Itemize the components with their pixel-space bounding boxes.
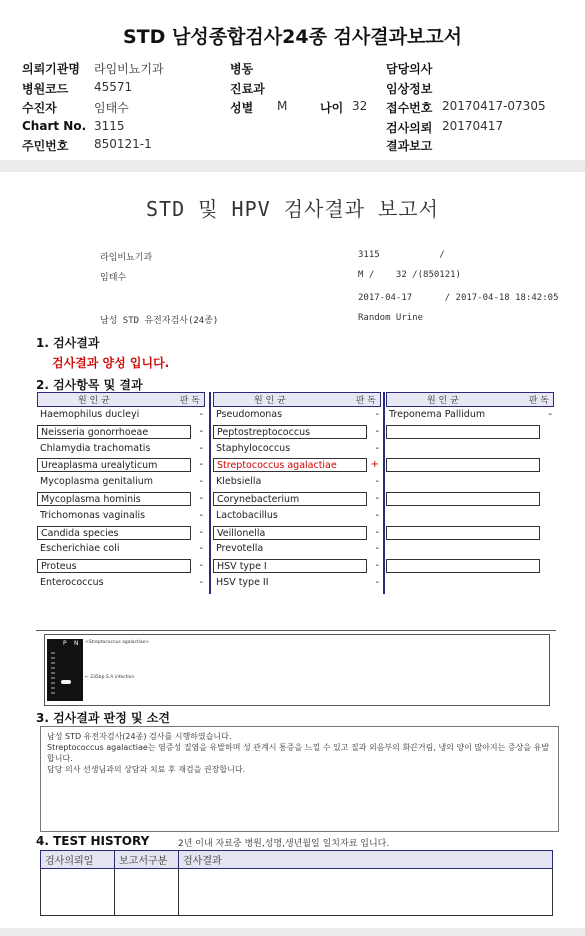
pathogen-row [37, 457, 205, 474]
pathogen-row [37, 575, 205, 592]
chart-line: 3115 / [358, 250, 445, 260]
ladder-lane [51, 649, 55, 697]
sex-label: 성별 [230, 101, 254, 115]
lane-n-label: N [74, 640, 79, 647]
hosp-code-label: 병원코드 [22, 82, 69, 96]
section1-title: 1. 검사결과 [36, 336, 100, 350]
pathogen-row [386, 407, 554, 424]
history-table [40, 850, 553, 916]
pathogen-result: - [199, 409, 203, 420]
history-cell [115, 869, 179, 916]
column-header [386, 392, 554, 407]
section3-title: 3. 검사결과 판정 및 소견 [36, 711, 170, 725]
opinion-line-2: Streptococcus agalactiae는 염증성 질염을 유발하며 성 관계시 통증을 느낄 수 있고 질과 외음부의 화끈거림, 냉의 양이 많아지는 증상을 유발합니다. [47, 743, 550, 763]
chart-label: Chart No. [22, 119, 87, 133]
patient-label: 수진자 [22, 101, 57, 115]
pathogen-name: Streptococcus agalactiae [213, 458, 367, 472]
report-header [0, 0, 585, 160]
pathogen-name: Mycoplasma hominis [37, 492, 191, 506]
section2-title: 2. 검사항목 및 결과 [36, 378, 143, 392]
gel-caption: <Streptococcus agalactiae> [85, 640, 150, 645]
pathogen-name [386, 425, 540, 439]
pathogen-result: - [199, 492, 203, 504]
request-value: 20170417 [442, 119, 504, 133]
clinic-name: 라임비뇨기과 [100, 253, 153, 263]
org-value: 라임비뇨기과 [94, 62, 164, 76]
history-row [41, 869, 553, 916]
sex-value: M [277, 99, 288, 113]
specimen: Random Urine [358, 313, 424, 323]
pathogen-name [386, 492, 540, 506]
history-header-result: 검사결과 [179, 851, 553, 869]
pathogen-name: Haemophilus ducleyi [40, 409, 140, 420]
pathogen-column-2 [213, 392, 381, 592]
pathogen-row [37, 541, 205, 558]
pathogen-row [386, 558, 554, 575]
ward-label: 병동 [230, 62, 254, 76]
history-header-type: 보고서구분 [115, 851, 179, 869]
lane-p-label: P [63, 640, 67, 647]
pathogen-row [386, 491, 554, 508]
section-separator [0, 160, 585, 172]
pathogen-list-1 [37, 407, 205, 592]
pathogen-row [386, 508, 554, 525]
pathogen-result: - [375, 409, 379, 420]
pathogen-result: - [199, 509, 203, 521]
pathogen-result: - [375, 492, 379, 504]
sex-age-line: M / 32 /(850121) [358, 270, 461, 280]
pathogen-name: Neisseria gonorrhoeae [37, 425, 191, 439]
pathogen-result: - [548, 409, 552, 420]
chart-value: 3115 [94, 119, 125, 133]
pathogen-name: Klebsiella [216, 476, 262, 488]
pathogen-result: - [375, 576, 379, 588]
pathogen-result: - [199, 459, 203, 471]
receipt-label: 접수번호 [386, 101, 433, 115]
divider-line [36, 630, 556, 631]
column-header-result: 판 독 [528, 396, 549, 406]
pathogen-row [213, 474, 381, 491]
history-header-date: 검사의뢰일 [41, 851, 115, 869]
history-cell [179, 869, 553, 916]
pathogen-result: - [199, 560, 203, 572]
pathogen-list-2 [213, 407, 381, 592]
pathogen-column-1 [37, 392, 205, 592]
footer-strip [0, 928, 585, 936]
pathogen-name: Treponema Pallidum [389, 409, 486, 420]
pathogen-list-3 [386, 407, 554, 575]
pathogen-result: + [370, 459, 379, 471]
pathogen-result: - [199, 442, 203, 454]
history-header-row [41, 851, 553, 869]
report-label: 결과보고 [386, 139, 433, 153]
pathogen-result: - [375, 526, 379, 538]
pathogen-name [386, 458, 540, 472]
column-divider [209, 392, 211, 594]
hosp-code-value: 45571 [94, 80, 133, 94]
report-title: STD 및 HPV 검사결과 보고서 [146, 197, 439, 221]
patient-name: 임태수 [100, 273, 127, 283]
pathogen-result: - [375, 442, 379, 454]
pathogen-row [386, 525, 554, 542]
column-header-result: 판 독 [355, 396, 376, 406]
pathogen-row [37, 424, 205, 441]
pathogen-row [37, 474, 205, 491]
dept-label: 진료과 [230, 82, 265, 96]
pathogen-row [37, 491, 205, 508]
pathogen-result: - [375, 476, 379, 488]
gel-band-label: ← 235bp S.A infection [85, 675, 135, 680]
pathogen-result: - [375, 543, 379, 555]
id-value: 850121-1 [94, 137, 152, 151]
overall-result: 검사결과 양성 입니다. [52, 356, 170, 370]
section4-title: 4. TEST HISTORY [36, 834, 150, 848]
pathogen-row [386, 457, 554, 474]
pathogen-name: Candida species [37, 526, 191, 540]
pathogen-result: - [199, 476, 203, 488]
pathogen-result: - [199, 543, 203, 555]
pathogen-result: - [375, 509, 379, 521]
pathogen-name: HSV type II [216, 576, 269, 588]
pathogen-name [386, 442, 540, 456]
column-header-result: 판 독 [179, 396, 200, 406]
dates-line: 2017-04-17 / 2017-04-18 18:42:05 [358, 293, 559, 303]
doctor-label: 담당의사 [386, 62, 433, 76]
pathogen-row [37, 525, 205, 542]
pathogen-row [213, 541, 381, 558]
pathogen-name: Trichomonas vaginalis [40, 509, 146, 521]
pathogen-name: Lactobacillus [216, 509, 278, 521]
patient-value: 임태수 [94, 101, 129, 115]
pathogen-row [37, 558, 205, 575]
clinical-label: 임상정보 [386, 82, 433, 96]
pathogen-name: Peptostreptococcus [213, 425, 367, 439]
pathogen-name [386, 526, 540, 540]
age-label: 나이 [320, 101, 344, 115]
opinion-line-1: 남성 STD 유전자검사(24종) 검사를 시행하였습니다. [47, 732, 232, 741]
pathogen-row [213, 525, 381, 542]
pathogen-name: Prevotella [216, 543, 264, 555]
gel-image [47, 639, 83, 701]
history-cell [41, 869, 115, 916]
column-header-pathogen: 원 인 균 [427, 396, 459, 406]
opinion-box [40, 726, 559, 832]
pathogen-result: - [375, 560, 379, 572]
pathogen-name: Pseudomonas [216, 409, 283, 420]
receipt-value: 20170417-07305 [442, 99, 546, 113]
column-header-pathogen: 원 인 균 [254, 396, 286, 406]
pathogen-row [213, 407, 381, 424]
request-label: 검사의뢰 [386, 121, 433, 135]
pathogen-name: Veillonella [213, 526, 367, 540]
pathogen-name [386, 475, 540, 489]
pathogen-row [386, 541, 554, 558]
pathogen-name: Mycoplasma genitalium [40, 476, 154, 488]
pathogen-name: Escherichiae coli [40, 543, 120, 555]
pathogen-name: Enterococcus [40, 576, 104, 588]
pathogen-row [386, 424, 554, 441]
column-header [37, 392, 205, 407]
pathogen-column-3 [386, 392, 554, 575]
pathogen-row [386, 474, 554, 491]
pathogen-result: - [199, 425, 203, 437]
pathogen-row [213, 457, 381, 474]
age-value: 32 [352, 99, 368, 113]
pathogen-row [213, 491, 381, 508]
pathogen-name: HSV type I [213, 559, 367, 573]
pathogen-row [213, 441, 381, 458]
pathogen-result: - [375, 425, 379, 437]
gel-electrophoresis-panel [44, 634, 550, 706]
opinion-line-3: 담당 의사 선생님과의 상담과 치료 후 재검을 권장합니다. [47, 765, 246, 774]
pathogen-row [37, 508, 205, 525]
pathogen-name: Proteus [37, 559, 191, 573]
pathogen-row [213, 575, 381, 592]
column-header [213, 392, 381, 407]
pathogen-name: Ureaplasma urealyticum [37, 458, 191, 472]
column-divider [383, 392, 385, 594]
id-label: 주민번호 [22, 139, 69, 153]
pathogen-name: Chlamydia trachomatis [40, 442, 151, 454]
pathogen-name: Corynebacterium [213, 492, 367, 506]
pathogen-name: Staphylococcus [216, 442, 291, 454]
test-name: 남성 STD 유전자검사(24종) [100, 316, 219, 326]
pathogen-row [37, 407, 205, 424]
history-note: 2년 이내 자료중 병원,성명,생년월일 일치자료 입니다. [178, 839, 390, 849]
pathogen-name [386, 559, 540, 573]
positive-band [61, 680, 71, 684]
pathogen-name [386, 509, 540, 523]
org-label: 의뢰기관명 [22, 62, 80, 76]
report-main-title: STD 남성종합검사24종 검사결과보고서 [122, 26, 463, 48]
pathogen-row [386, 441, 554, 458]
pathogen-result: - [199, 526, 203, 538]
pathogen-row [37, 441, 205, 458]
pathogen-row [213, 508, 381, 525]
pathogen-name [386, 542, 540, 556]
column-header-pathogen: 원 인 균 [78, 396, 110, 406]
pathogen-result: - [199, 576, 203, 588]
pathogen-row [213, 558, 381, 575]
pathogen-row [213, 424, 381, 441]
